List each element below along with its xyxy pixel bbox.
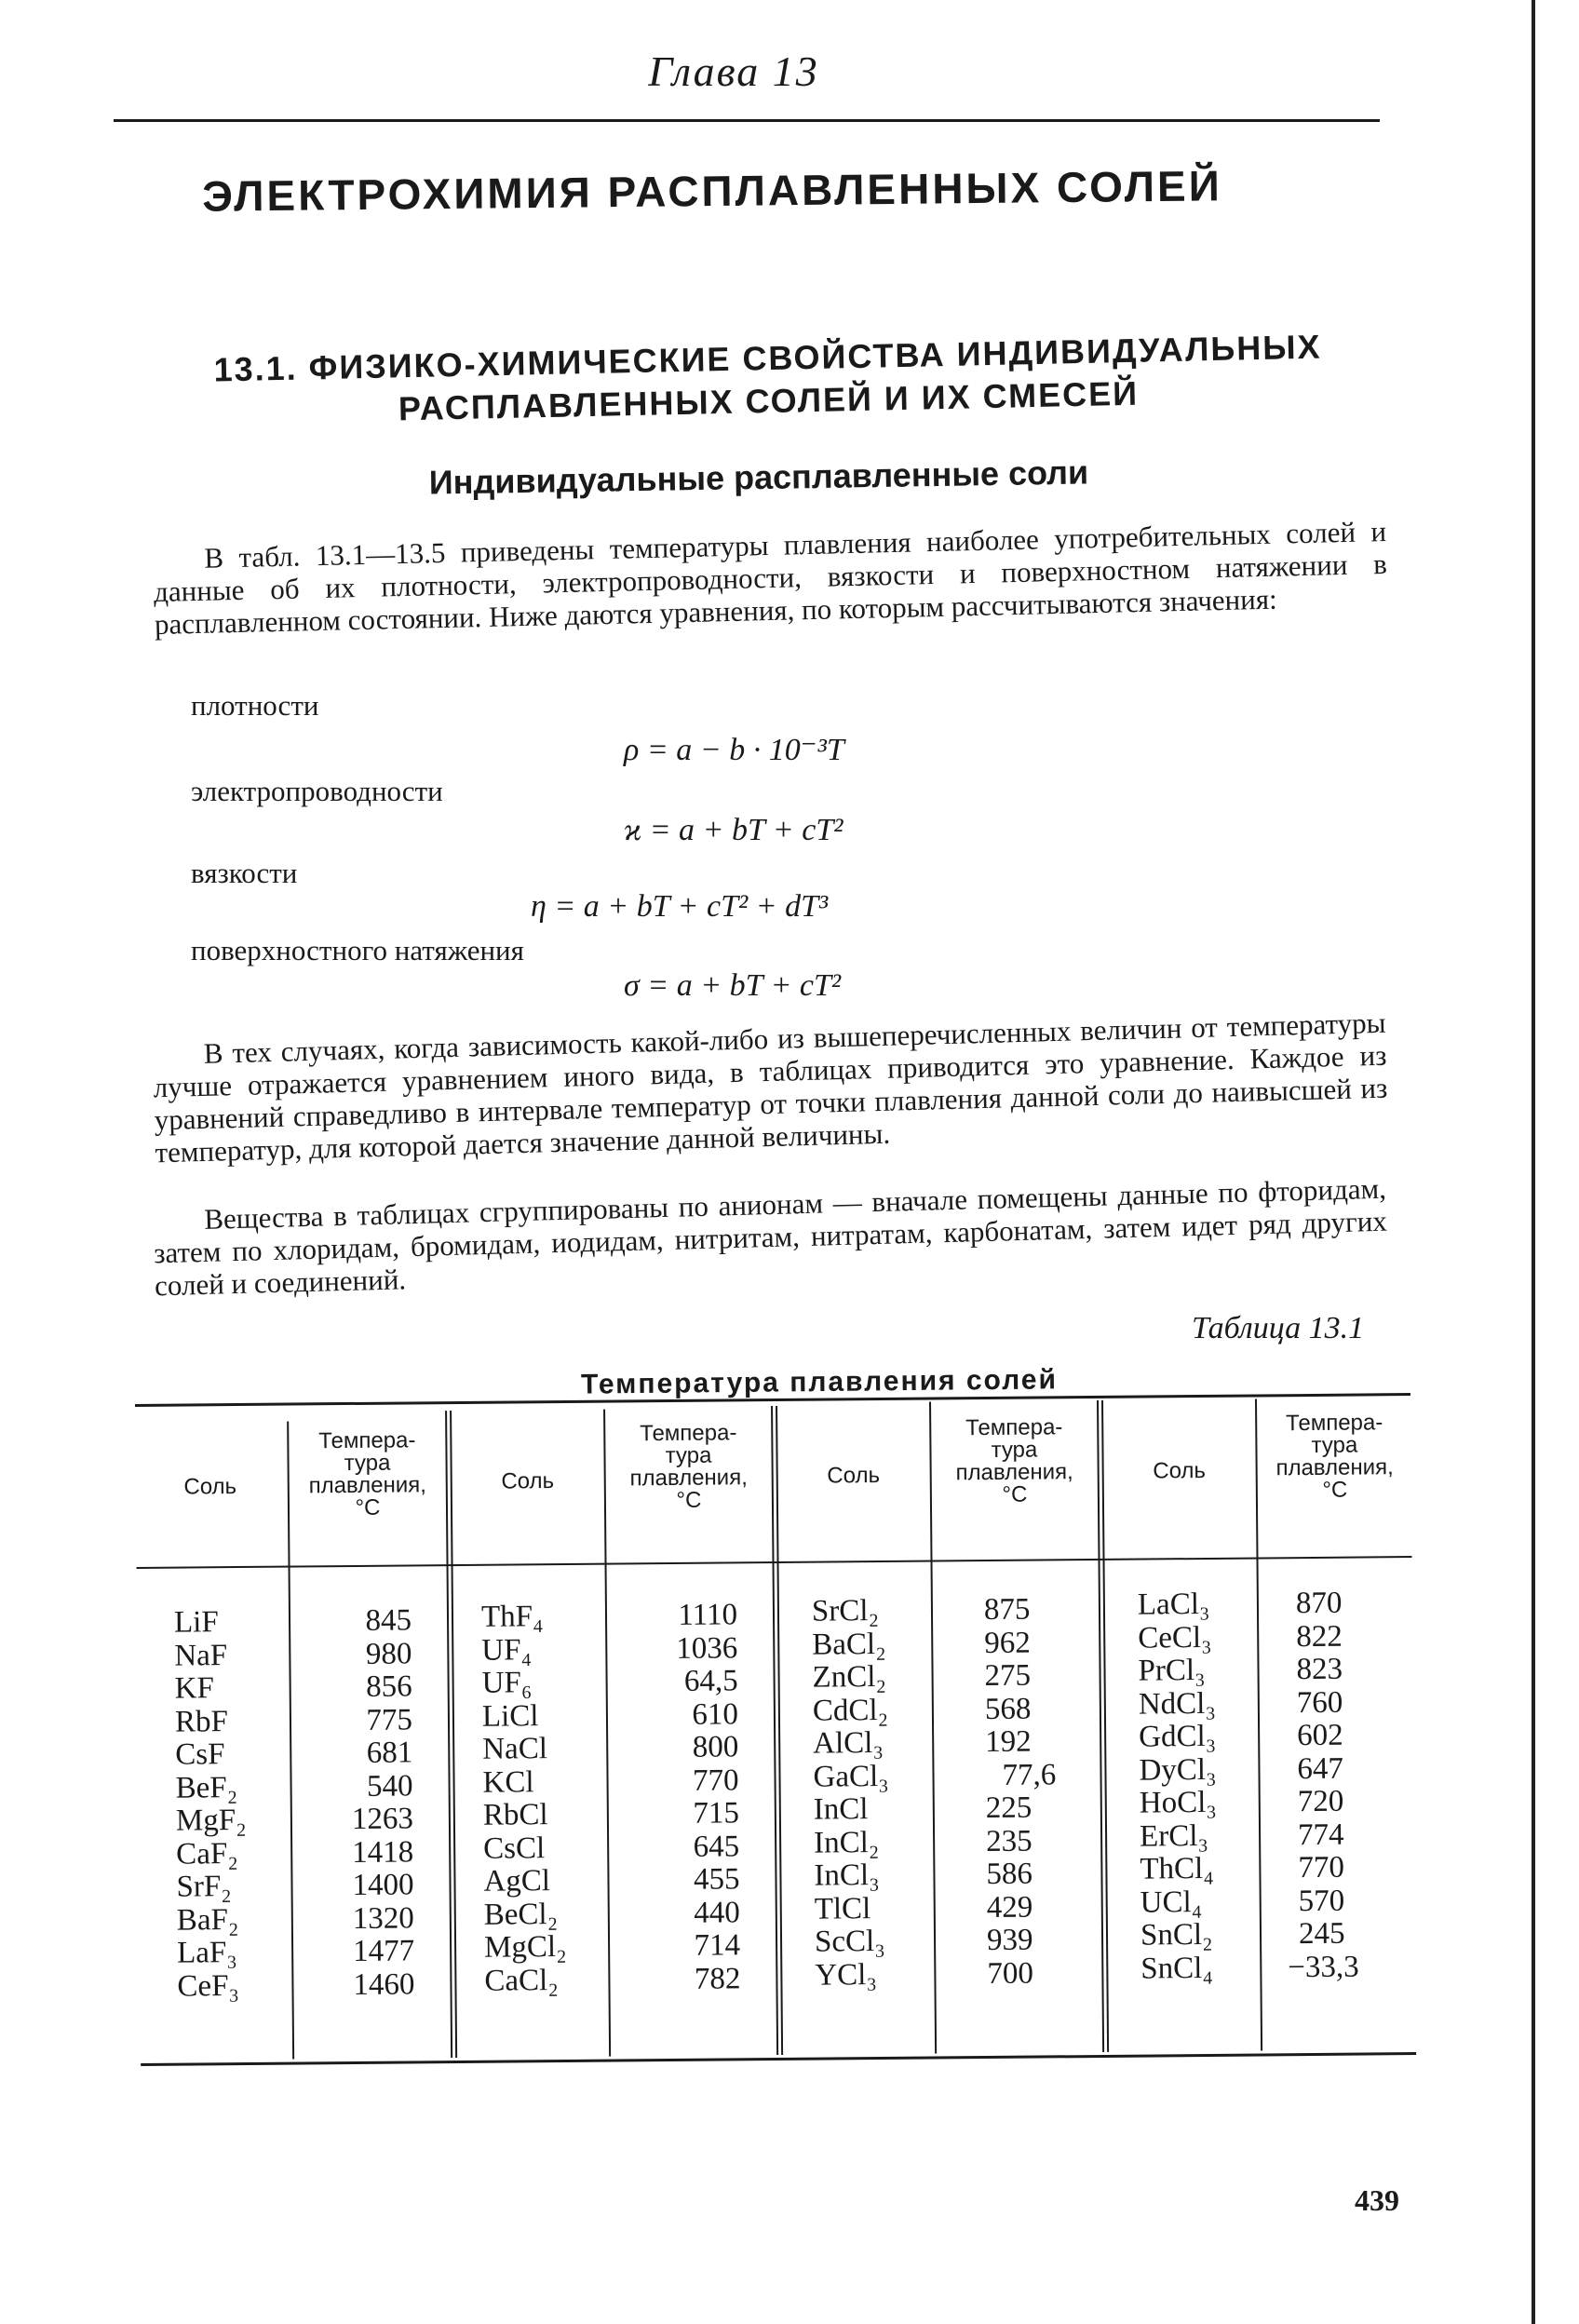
- temp-cell: 1400: [352, 1868, 414, 1902]
- temp-cell: 1418: [352, 1834, 414, 1870]
- header-temp: [606, 1422, 771, 1513]
- temp-cell: 602: [1296, 1718, 1343, 1753]
- salt-cell: SnCl₄: [1140, 1951, 1214, 1986]
- section-title-line-1: 13.1. ФИЗИКО-ХИМИЧЕСКИЕ СВОЙСТВА ИНДИВИДУАЛЬНЫХ: [213, 327, 1322, 389]
- salt-column: [812, 1595, 891, 1993]
- salt-cell: LiF: [173, 1605, 219, 1640]
- salt-cell: GdCl₃: [1139, 1719, 1217, 1754]
- header-temp-line: °C: [1322, 1477, 1348, 1503]
- header-salt: Соль: [1153, 1457, 1207, 1484]
- salt-cell: CdCl₂: [812, 1693, 889, 1728]
- header-temp: [1258, 1412, 1411, 1502]
- formula-viscosity: η = a + bT + cT² + dT³: [531, 889, 829, 924]
- table-bottom-rule: [141, 2052, 1416, 2066]
- temp-cell: 962: [984, 1626, 1031, 1660]
- header-temp-line: тура: [665, 1442, 712, 1469]
- temp-cell: 775: [366, 1702, 413, 1737]
- temp-cell: 570: [1298, 1884, 1345, 1918]
- salt-cell: CeCl₃: [1138, 1620, 1212, 1655]
- temp-cell: 235: [985, 1824, 1032, 1858]
- temp-cell: 429: [986, 1890, 1033, 1925]
- temp-cell: 714: [694, 1928, 741, 1963]
- salt-cell: ErCl₃: [1139, 1818, 1209, 1854]
- header-temp-line: тура: [991, 1437, 1038, 1463]
- formula-density: ρ = a − b · 10⁻³T: [624, 733, 844, 767]
- header-salt: Соль: [501, 1468, 555, 1494]
- salt-cell: CeF₃: [177, 1968, 240, 2004]
- salt-cell: KCl: [482, 1764, 534, 1800]
- temp-cell: 540: [366, 1768, 413, 1804]
- salt-cell: SnCl₂: [1140, 1917, 1213, 1952]
- header-temp-line: Темпера-: [318, 1427, 416, 1454]
- salt-cell: KF: [174, 1671, 215, 1706]
- temp-cell: 245: [1298, 1916, 1345, 1952]
- temp-cell: 770: [692, 1763, 739, 1798]
- formula-surface-tension: σ = a + bT + cT²: [624, 968, 842, 1003]
- temp-cell: 1460: [353, 1966, 415, 2002]
- temp-cell: 715: [693, 1796, 740, 1831]
- header-temp-line: Темпера-: [1286, 1410, 1383, 1437]
- temp-cell: 225: [985, 1790, 1032, 1826]
- subsection-title: Индивидуальные расплавленные соли: [428, 453, 1089, 502]
- header-temp-line: Темпера-: [640, 1420, 737, 1447]
- salt-cell: SrF₂: [176, 1870, 232, 1904]
- temp-cell: 1110: [678, 1598, 738, 1632]
- temp-cell: −33,3: [1288, 1950, 1359, 1984]
- temp-cell: 800: [692, 1730, 739, 1764]
- temp-cell: 192: [985, 1724, 1032, 1760]
- temp-cell: 760: [1296, 1685, 1343, 1720]
- salt-cell: AlCl₃: [813, 1725, 884, 1761]
- header-temp-line: Темпера-: [965, 1414, 1063, 1441]
- formula-label-conductivity: электропроводности: [191, 775, 443, 807]
- salt-cell: NdCl₃: [1138, 1686, 1217, 1722]
- salt-cell: InCl₂: [813, 1825, 880, 1860]
- salt-cell: LaF₃: [176, 1936, 237, 1970]
- header-temp-line: плавления,: [1275, 1454, 1394, 1481]
- header-salt: Соль: [827, 1463, 881, 1489]
- salt-cell: UF₄: [481, 1632, 533, 1668]
- salt-cell: NaF: [174, 1638, 228, 1673]
- salt-cell: ThCl₄: [1140, 1851, 1214, 1886]
- temp-cell: 870: [1295, 1586, 1343, 1621]
- temp-cell: 568: [984, 1692, 1032, 1726]
- header-temp: [290, 1429, 445, 1520]
- header-temp-line: °C: [1002, 1481, 1028, 1507]
- salt-cell: UF₆: [481, 1666, 533, 1700]
- temp-cell: 1036: [676, 1630, 738, 1666]
- temp-column: [309, 1604, 415, 2002]
- salt-cell: MgCl₂: [483, 1929, 567, 1965]
- salt-cell: BaCl₂: [812, 1627, 886, 1662]
- salt-cell: RbF: [174, 1704, 229, 1739]
- temp-cell: 845: [365, 1603, 412, 1638]
- melting-point-table: [135, 1393, 1416, 2074]
- formula-label-surface-tension: поверхностного натяжения: [191, 934, 524, 966]
- salt-cell: UCl₄: [1140, 1885, 1203, 1920]
- temp-cell: 681: [366, 1736, 413, 1770]
- salt-cell: DyCl₃: [1139, 1752, 1217, 1788]
- page-number: 439: [1355, 2183, 1399, 2217]
- temp-column: [984, 1593, 1090, 1991]
- temp-cell: 1263: [351, 1802, 414, 1836]
- header-salt: Соль: [183, 1474, 237, 1500]
- salt-cell: BeCl₂: [483, 1897, 559, 1932]
- formula-label-viscosity: вязкости: [191, 857, 298, 889]
- salt-column: [1138, 1588, 1219, 1986]
- header-temp-line: тура: [344, 1450, 391, 1477]
- salt-cell: AgCl: [483, 1864, 551, 1898]
- salt-cell: HoCl₃: [1139, 1785, 1217, 1820]
- header-temp-line: тура: [1311, 1432, 1358, 1458]
- formula-label-density: плотности: [191, 689, 319, 722]
- temp-cell: 939: [986, 1923, 1033, 1958]
- salt-cell: BeF₂: [175, 1770, 238, 1805]
- temp-cell: 720: [1297, 1784, 1344, 1819]
- salt-cell: ThF₄: [480, 1600, 544, 1634]
- salt-cell: RbCl: [482, 1798, 548, 1832]
- salt-cell: YCl₃: [815, 1957, 878, 1993]
- temp-cell: 77,6: [1002, 1757, 1057, 1792]
- header-temp-line: °C: [676, 1487, 702, 1513]
- salt-cell: SrCl₂: [811, 1594, 880, 1628]
- temp-cell: 440: [694, 1895, 740, 1930]
- intro-paragraph: В табл. 13.1—13.5 приведены температуры плавления наиболее употребительных солей и данные об их плотности, электропроводности, вязкости и поверхностном натяжении в расплавленном состоянии. Ниже даются уравнения, по которым рассчитываются значения:: [153, 514, 1388, 642]
- header-temp-line: плавления,: [629, 1465, 748, 1492]
- salt-cell: InCl₃: [814, 1858, 880, 1893]
- temp-cell: 770: [1298, 1850, 1345, 1885]
- temp-cell: 647: [1297, 1751, 1344, 1786]
- temp-cell: 1320: [352, 1900, 414, 1936]
- temp-cell: 822: [1296, 1619, 1343, 1654]
- temp-cell: 980: [365, 1636, 412, 1671]
- salt-cell: LiCl: [481, 1698, 539, 1734]
- paragraph-2: В тех случаях, когда зависимость какой-либо из вышеперечисленных величин от температуры лучше отражается уравнением иного вида, в таблицах приводится это уравнение. Каждое из уравнений справедливо в интервале температур от точки плавления данной соли до наивысшей из температур, для которой дается значение данной величины.: [153, 1006, 1388, 1169]
- section-title: [185, 325, 1351, 435]
- paragraph-3: Вещества в таблицах сгруппированы по анионам — вначале помещены данные по фторидам, затем по хлоридам, бромидам, иодидам, нитритам, нитратам, карбонатам, затем идет ряд других солей и соединений.: [153, 1171, 1388, 1303]
- temp-cell: 875: [983, 1592, 1031, 1628]
- formula-conductivity: ϰ = a + bT + cT²: [624, 813, 843, 847]
- salt-cell: TlCl: [814, 1891, 871, 1926]
- header-rule: [114, 119, 1380, 122]
- salt-cell: ScCl₃: [814, 1924, 885, 1959]
- temp-column: [621, 1599, 741, 1996]
- salt-cell: ZnCl₂: [812, 1659, 887, 1695]
- salt-column: [174, 1606, 248, 2004]
- temp-cell: 64,5: [683, 1664, 738, 1698]
- temp-column: [1288, 1586, 1411, 1984]
- salt-cell: InCl: [813, 1792, 869, 1827]
- temp-cell: 774: [1297, 1817, 1344, 1852]
- salt-cell: CaCl₂: [484, 1963, 559, 1998]
- salt-column: [481, 1601, 567, 1998]
- table-title: Температура плавления солей: [580, 1364, 1059, 1400]
- salt-cell: LaCl₃: [1137, 1587, 1210, 1622]
- temp-cell: 455: [693, 1862, 740, 1897]
- section-title-line-2: РАСПЛАВЛЕННЫХ СОЛЕЙ И ИХ СМЕСЕЙ: [398, 373, 1140, 428]
- temp-cell: 823: [1296, 1652, 1343, 1687]
- salt-cell: BaF₂: [176, 1902, 239, 1938]
- salt-cell: CsF: [175, 1737, 225, 1772]
- temp-cell: 700: [987, 1956, 1034, 1991]
- salt-cell: NaCl: [482, 1732, 548, 1766]
- header-temp: [932, 1416, 1097, 1507]
- header-temp-line: плавления,: [955, 1459, 1073, 1486]
- salt-cell: CsCl: [483, 1831, 546, 1866]
- header-temp-line: плавления,: [308, 1472, 426, 1499]
- temp-cell: 856: [366, 1669, 412, 1704]
- temp-cell: 645: [693, 1829, 740, 1864]
- temp-cell: 1477: [352, 1934, 415, 1968]
- salt-cell: CaF₂: [176, 1836, 238, 1871]
- header-temp-line: °C: [355, 1494, 381, 1520]
- running-head: Глава 13: [648, 47, 819, 95]
- temp-cell: 586: [986, 1857, 1033, 1892]
- chapter-title: ЭЛЕКТРОХИМИЯ РАСПЛАВЛЕННЫХ СОЛЕЙ: [201, 161, 1222, 221]
- temp-cell: 782: [694, 1961, 741, 1996]
- page-edge-shadow: [1532, 0, 1535, 2324]
- temp-cell: 275: [984, 1658, 1032, 1694]
- salt-cell: MgF₂: [175, 1803, 247, 1838]
- table-number: Таблица 13.1: [1192, 1311, 1365, 1345]
- salt-cell: GaCl₃: [813, 1759, 889, 1794]
- temp-cell: 610: [692, 1696, 739, 1732]
- salt-cell: PrCl₃: [1138, 1653, 1206, 1688]
